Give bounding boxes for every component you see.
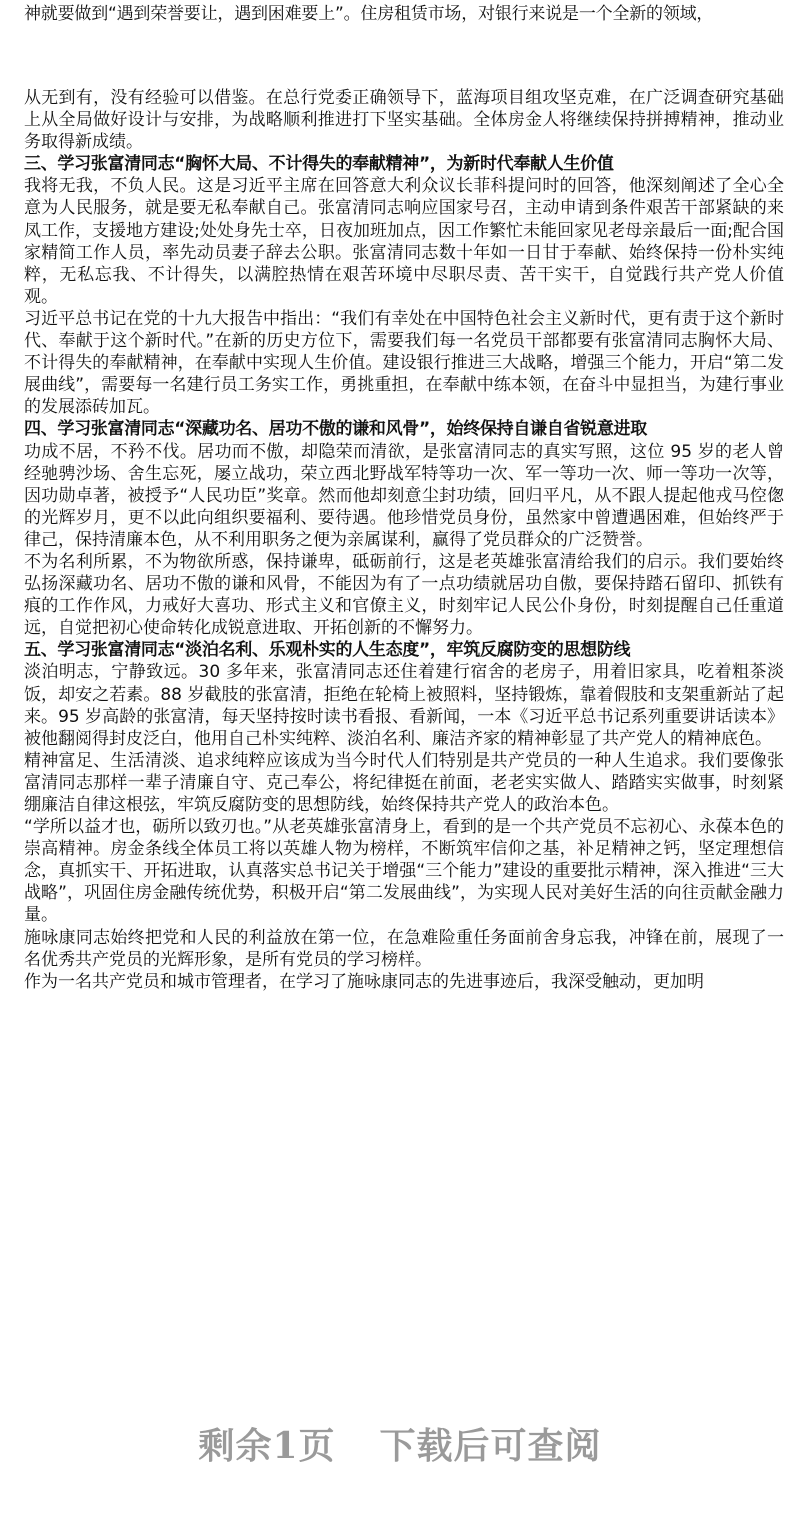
paragraph-truncated: 作为一名共产党员和城市管理者，在学习了施咏康同志的先进事迹后，我深受触动，更加明 [24, 971, 704, 992]
paragraph: “学所以益才也，砺所以致刃也。”从老英雄张富清身上，看到的是一个共产党员不忘初心、永葆本色的崇高精神。房金条线全体员工将以英雄人物为榜样，不断筑牢信仰之基，补足精神之钙，坚定理想信念，真抓实干、开拓进取，认真落实总书记关于增强“三个能力”建设的重要批示精神，深入推进“三大战略”，巩固住房金融传统优势，积极开启“第二发展曲线”，为实现人民对美好生活的向往贡献金融力量。 [24, 817, 784, 926]
paragraph: 我将无我，不负人民。这是习近平主席在回答意大利众议长菲科提问时的回答，他深刻阐述了全心全意为人民服务，就是要无私奉献自己。张富清同志响应国家号召，主动申请到条件艰苦干部紧缺的来凤工作，支援地方建设;处处身先士卒，日夜加班加点，因工作繁忙未能回家见老母亲最后一面;配合国家精简工作人员，率先动员妻子辞去公职。张富清同志数十年如一日甘于奉献、始终保持一份朴实纯粹，无私忘我、不计得失，以满腔热情在艰苦环境中尽职尽责、苦干实干，自觉践行共产党人价值观。 [24, 176, 784, 307]
paywall-banner[interactable] [0, 1418, 800, 1469]
section-heading-3: 三、学习张富清同志“胸怀大局、不计得失的奉献精神”，为新时代奉献人生价值 [24, 154, 614, 175]
download-to-view-label[interactable]: 下载后可查阅 [379, 1425, 602, 1467]
paragraph: 不为名利所累，不为物欲所惑，保持谦卑，砥砺前行，这是老英雄张富清给我们的启示。我们要始终弘扬深藏功名、居功不傲的谦和风骨，不能因为有了一点功绩就居功自傲，要保持踏石留印、抓铁有痕的工作作风，力戒好大喜功、形式主义和官僚主义，时刻牢记人民公仆身份，时刻提醒自己任重道远，自觉把初心使命转化成锐意进取、开拓创新的不懈努力。 [24, 551, 784, 639]
paragraph: 精神富足、生活清淡、追求纯粹应该成为当今时代人们特别是共产党员的一种人生追求。我们要像张富清同志那样一辈子清廉自守、克己奉公，将纪律挺在前面，老老实实做人、踏踏实实做事，时刻紧绷廉洁自律这根弦，牢筑反腐防变的思想防线，始终保持共产党人的政治本色。 [24, 750, 784, 815]
paragraph: 功成不居，不矜不伐。居功而不傲，却隐荣而清欲，是张富清同志的真实写照，这位 95 岁的老人曾经驰骋沙场、舍生忘死，屡立战功，荣立西北野战军特等功一次、军一等功一次、师一等功一次等，因功勋卓著，被授予“人民功臣”奖章。然而他却刻意尘封功绩，回归平凡，从不跟人提起他戎马倥偬的光辉岁月，更不以此向组织要福利、要待遇。他珍惜党员身份，虽然家中曾遭遇困难，但始终严于律己，保持清廉本色，从不利用职务之便为亲属谋利，赢得了党员群众的广泛赞誉。 [24, 441, 785, 550]
section-heading-4: 四、学习张富清同志“深藏功名、居功不傲的谦和风骨”，始终保持自谦自省锐意进取 [24, 419, 647, 440]
continued-line: 神就要做到“遇到荣誉要让，遇到困难要上”。住房租赁市场，对银行来说是一个全新的领域， [24, 4, 714, 24]
paragraph: 施咏康同志始终把党和人民的利益放在第一位，在急难险重任务面前舍身忘我，冲锋在前，展现了一名优秀共产党员的光辉形象，是所有党员的学习榜样。 [24, 927, 784, 970]
paragraph: 从无到有，没有经验可以借鉴。在总行党委正确领导下，蓝海项目组攻坚克难，在广泛调查研究基础上从全局做好设计与安排，为战略顺利推进打下坚实基础。全体房金人将继续保持拼搏精神，推动业务取得新成绩。 [24, 88, 784, 153]
section-heading-5: 五、学习张富清同志“淡泊名利、乐观朴实的人生态度”，牢筑反腐防变的思想防线 [24, 640, 631, 661]
paragraph: 习近平总书记在党的十九大报告中指出：“我们有幸处在中国特色社会主义新时代，更有责于这个新时代、奉献于这个新时代。”在新的历史方位下，需要我们每一名党员干部都要有张富清同志胸怀大局、不计得失的奉献精神，在奉献中实现人生价值。建设银行推进三大战略，增强三个能力，开启“第二发展曲线”，需要每一名建行员工务实工作，勇挑重担，在奉献中练本领，在奋斗中显担当，为建行事业的发展添砖加瓦。 [24, 308, 784, 418]
document-body [24, 87, 784, 993]
remaining-pages-label[interactable]: 剩余1页 [198, 1425, 336, 1467]
paragraph: 淡泊明志，宁静致远。30 多年来，张富清同志还住着建行宿舍的老房子，用着旧家具，吃着粗茶淡饭，却安之若素。88 岁截肢的张富清，拒绝在轮椅上被照料，坚持锻炼，靠着假肢和支架重新站了起来。95 岁高龄的张富清，每天坚持按时读书看报、看新闻，一本《习近平总书记系列重要讲话读本》被他翻阅得封皮泛白，他用自己朴实纯粹、淡泊名利、廉洁齐家的精神彰显了共产党人的精神底色。 [24, 662, 784, 749]
